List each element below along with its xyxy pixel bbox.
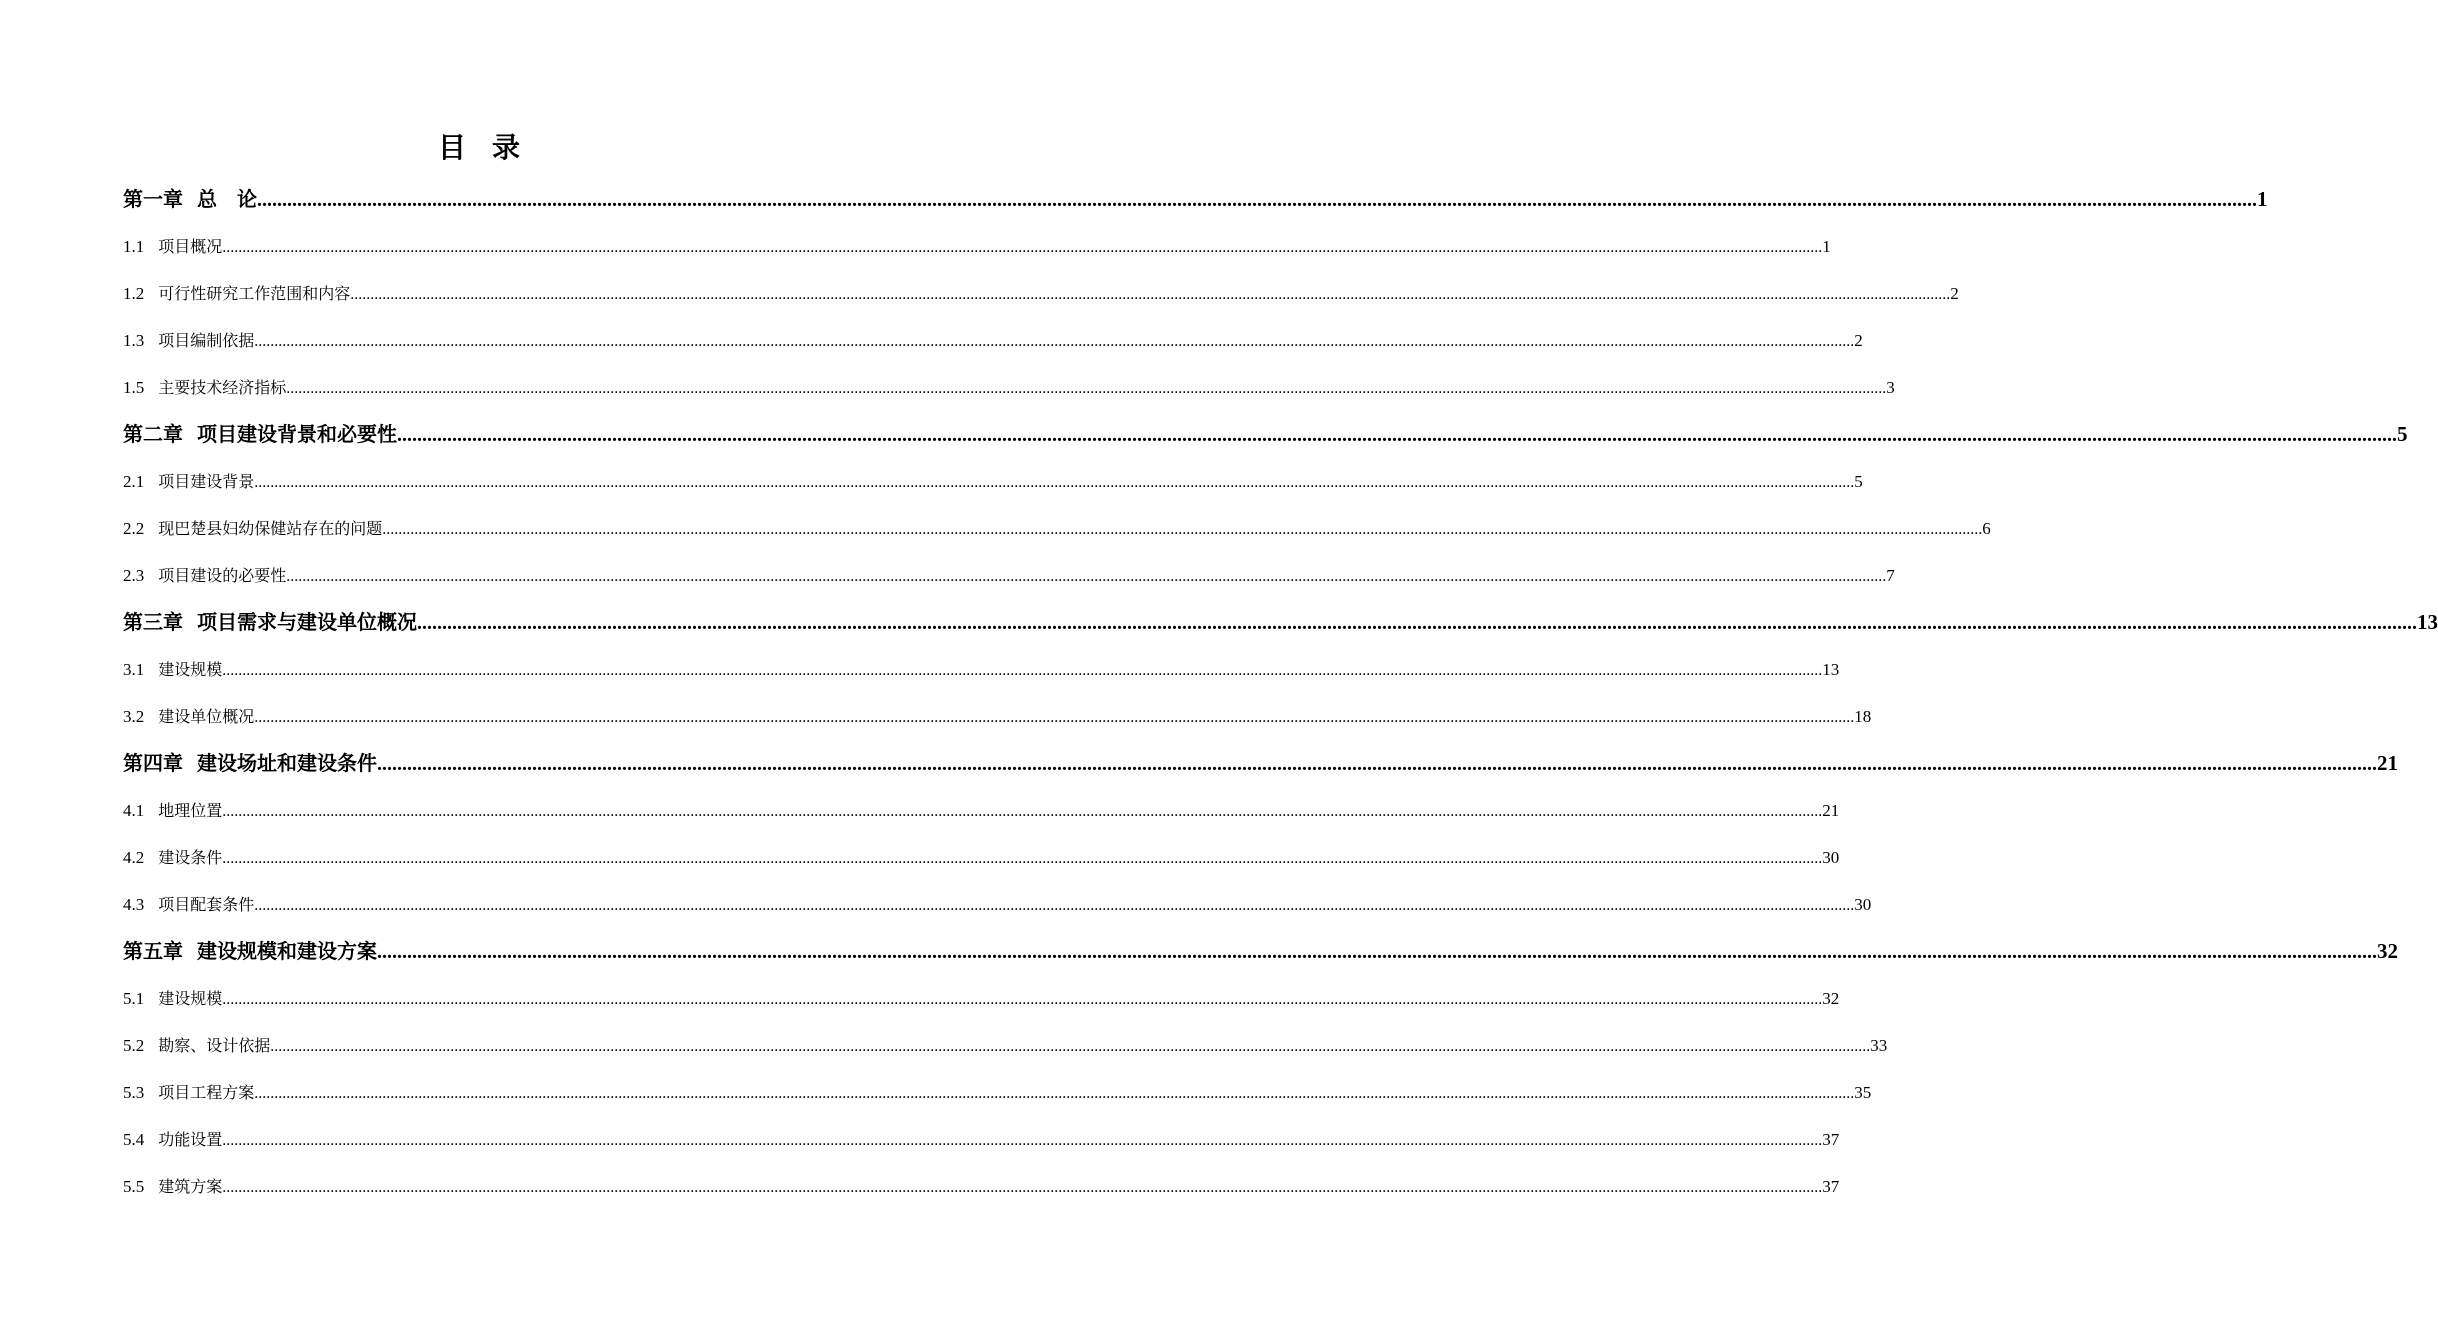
toc-entry-title: 建设场址和建设条件 (197, 751, 377, 775)
toc-entry-number: 1.3 (123, 331, 145, 350)
toc-dot-leader: ................................................................................................................................................................................................................................................................................................................................................................................................................ (270, 1038, 1871, 1055)
toc-page-number: 30 (1854, 895, 1872, 914)
toc-entry-title: 建设单位概况 (158, 707, 255, 726)
toc-dot-leader: ................................................................................................................................................................................................................................................................................................................................................................................................................ (377, 941, 2377, 963)
toc-entry-label (123, 693, 254, 740)
toc-dot-leader: ................................................................................................................................................................................................................................................................................................................................................................................................................ (382, 521, 1983, 538)
toc-entry-number: 3.1 (123, 660, 145, 679)
toc-entry-number: 1.2 (123, 284, 145, 303)
toc-section-entry[interactable] (123, 505, 1991, 552)
toc-entry-label (123, 834, 222, 881)
toc-chapter-entry[interactable] (123, 176, 2268, 223)
toc-title-char-1: 目 (437, 131, 468, 164)
toc-dot-leader: ................................................................................................................................................................................................................................................................................................................................................................................................................ (222, 850, 1823, 867)
toc-entry-number: 第二章 (123, 422, 183, 446)
toc-entry-title: 项目概况 (158, 237, 223, 256)
toc-dot-leader: ................................................................................................................................................................................................................................................................................................................................................................................................................ (222, 662, 1823, 679)
toc-entry-title: 建设规模 (158, 660, 223, 679)
toc-section-entry[interactable] (123, 787, 1840, 834)
toc-entry-number: 第三章 (123, 610, 183, 634)
toc-entry-title: 总 论 (197, 187, 257, 211)
toc-entry-number: 4.2 (123, 848, 145, 867)
toc-page-number: 5 (2397, 422, 2408, 446)
toc-dot-leader: ................................................................................................................................................................................................................................................................................................................................................................................................................ (397, 424, 2397, 446)
toc-entry-label (123, 223, 222, 270)
toc-section-entry[interactable] (123, 975, 1840, 1022)
toc-page-number: 2 (1950, 284, 1959, 303)
toc-entry-title: 项目配套条件 (158, 895, 255, 914)
toc-entry-number: 4.1 (123, 801, 145, 820)
toc-section-entry[interactable] (123, 1163, 1840, 1210)
toc-entry-number: 5.1 (123, 989, 145, 1008)
toc-dot-leader: ................................................................................................................................................................................................................................................................................................................................................................................................................ (222, 803, 1823, 820)
toc-page-number: 2 (1854, 331, 1863, 350)
toc-section-entry[interactable] (123, 1116, 1840, 1163)
toc-page-number: 37 (1822, 1130, 1840, 1149)
toc-entry-label (123, 317, 254, 364)
toc-page-number: 6 (1982, 519, 1991, 538)
toc-page-number: 13 (1822, 660, 1840, 679)
toc-entry-number: 4.3 (123, 895, 145, 914)
toc-entry-label (123, 411, 397, 458)
toc-page-number: 1 (1822, 237, 1831, 256)
toc-section-entry[interactable] (123, 1022, 1888, 1069)
toc-section-entry[interactable] (123, 458, 1863, 505)
toc-entry-number: 5.5 (123, 1177, 145, 1196)
toc-page-number: 37 (1822, 1177, 1840, 1196)
toc-dot-leader: ................................................................................................................................................................................................................................................................................................................................................................................................................ (377, 753, 2377, 775)
toc-page-number: 32 (2377, 939, 2398, 963)
toc-section-entry[interactable] (123, 364, 1895, 411)
toc-page-number: 30 (1822, 848, 1840, 867)
toc-dot-leader: ................................................................................................................................................................................................................................................................................................................................................................................................................ (254, 897, 1855, 914)
toc-title (0, 126, 960, 170)
toc-entry-title: 项目需求与建设单位概况 (197, 610, 417, 634)
toc-entry-title: 勘察、设计依据 (158, 1036, 271, 1055)
toc-entry-label (123, 270, 350, 317)
toc-entry-label (123, 646, 222, 693)
toc-entry-title: 主要技术经济指标 (158, 378, 287, 397)
toc-page-number: 32 (1822, 989, 1840, 1008)
toc-entry-label (123, 1163, 222, 1210)
toc-dot-leader: ................................................................................................................................................................................................................................................................................................................................................................................................................ (417, 612, 2417, 634)
toc-dot-leader: ................................................................................................................................................................................................................................................................................................................................................................................................................ (222, 991, 1823, 1008)
toc-entry-label (123, 740, 377, 787)
toc-entry-label (123, 458, 254, 505)
toc-chapter-entry[interactable] (123, 599, 2438, 646)
toc-entry-title: 项目建设背景 (158, 472, 255, 491)
toc-entry-label (123, 928, 377, 975)
toc-entry-title: 可行性研究工作范围和内容 (158, 284, 351, 303)
toc-dot-leader: ................................................................................................................................................................................................................................................................................................................................................................................................................ (254, 1085, 1855, 1102)
toc-page-number: 35 (1854, 1083, 1872, 1102)
toc-page-number: 5 (1854, 472, 1863, 491)
table-of-contents (123, 176, 2438, 1210)
toc-entry-label (123, 552, 286, 599)
toc-dot-leader: ................................................................................................................................................................................................................................................................................................................................................................................................................ (254, 333, 1855, 350)
toc-entry-title: 功能设置 (158, 1130, 223, 1149)
toc-section-entry[interactable] (123, 223, 1831, 270)
toc-section-entry[interactable] (123, 881, 1872, 928)
toc-entry-label (123, 881, 254, 928)
toc-page-number: 7 (1886, 566, 1895, 585)
toc-entry-label (123, 975, 222, 1022)
toc-section-entry[interactable] (123, 552, 1895, 599)
toc-page-number: 18 (1854, 707, 1872, 726)
toc-section-entry[interactable] (123, 693, 1872, 740)
toc-entry-title: 项目工程方案 (158, 1083, 255, 1102)
toc-section-entry[interactable] (123, 317, 1863, 364)
toc-entry-title: 建设条件 (158, 848, 223, 867)
toc-entry-label (123, 505, 382, 552)
toc-entry-number: 第四章 (123, 751, 183, 775)
toc-dot-leader: ................................................................................................................................................................................................................................................................................................................................................................................................................ (222, 1132, 1823, 1149)
toc-dot-leader: ................................................................................................................................................................................................................................................................................................................................................................................................................ (286, 380, 1887, 397)
toc-chapter-entry[interactable] (123, 740, 2398, 787)
toc-page-number: 33 (1870, 1036, 1888, 1055)
toc-entry-title: 建设规模 (158, 989, 223, 1008)
toc-entry-label (123, 1069, 254, 1116)
toc-entry-title: 建筑方案 (158, 1177, 223, 1196)
toc-entry-number: 第一章 (123, 187, 183, 211)
toc-chapter-entry[interactable] (123, 928, 2398, 975)
toc-entry-title: 建设规模和建设方案 (197, 939, 377, 963)
toc-entry-title: 项目编制依据 (158, 331, 255, 350)
toc-entry-label (123, 1022, 270, 1069)
toc-page-number: 21 (1822, 801, 1840, 820)
toc-entry-label (123, 599, 417, 646)
toc-dot-leader: ................................................................................................................................................................................................................................................................................................................................................................................................................ (350, 286, 1951, 303)
toc-dot-leader: ................................................................................................................................................................................................................................................................................................................................................................................................................ (222, 1179, 1823, 1196)
toc-section-entry[interactable] (123, 270, 1959, 317)
toc-entry-number: 第五章 (123, 939, 183, 963)
toc-section-entry[interactable] (123, 834, 1840, 881)
toc-entry-number: 2.2 (123, 519, 145, 538)
toc-entry-label (123, 176, 257, 223)
toc-section-entry[interactable] (123, 646, 1840, 693)
toc-entry-number: 1.5 (123, 378, 145, 397)
toc-entry-label (123, 1116, 222, 1163)
toc-dot-leader: ................................................................................................................................................................................................................................................................................................................................................................................................................ (222, 239, 1823, 256)
toc-entry-number: 5.2 (123, 1036, 145, 1055)
toc-entry-title: 项目建设的必要性 (158, 566, 287, 585)
toc-section-entry[interactable] (123, 1069, 1872, 1116)
toc-chapter-entry[interactable] (123, 411, 2408, 458)
toc-entry-number: 5.3 (123, 1083, 145, 1102)
toc-entry-label (123, 787, 222, 834)
toc-dot-leader: ................................................................................................................................................................................................................................................................................................................................................................................................................ (254, 474, 1855, 491)
toc-page-number: 13 (2417, 610, 2438, 634)
toc-entry-title: 现巴楚县妇幼保健站存在的问题 (158, 519, 383, 538)
toc-page-number: 1 (2257, 187, 2268, 211)
toc-dot-leader: ................................................................................................................................................................................................................................................................................................................................................................................................................ (254, 709, 1855, 726)
toc-entry-number: 1.1 (123, 237, 145, 256)
toc-entry-number: 5.4 (123, 1130, 145, 1149)
toc-dot-leader: ................................................................................................................................................................................................................................................................................................................................................................................................................ (257, 189, 2257, 211)
toc-entry-number: 3.2 (123, 707, 145, 726)
toc-page-number: 21 (2377, 751, 2398, 775)
toc-entry-number: 2.1 (123, 472, 145, 491)
toc-title-char-2: 录 (492, 131, 523, 164)
toc-entry-title: 项目建设背景和必要性 (197, 422, 397, 446)
toc-dot-leader: ................................................................................................................................................................................................................................................................................................................................................................................................................ (286, 568, 1887, 585)
toc-entry-number: 2.3 (123, 566, 145, 585)
toc-page-number: 3 (1886, 378, 1895, 397)
toc-entry-label (123, 364, 286, 411)
toc-entry-title: 地理位置 (158, 801, 223, 820)
